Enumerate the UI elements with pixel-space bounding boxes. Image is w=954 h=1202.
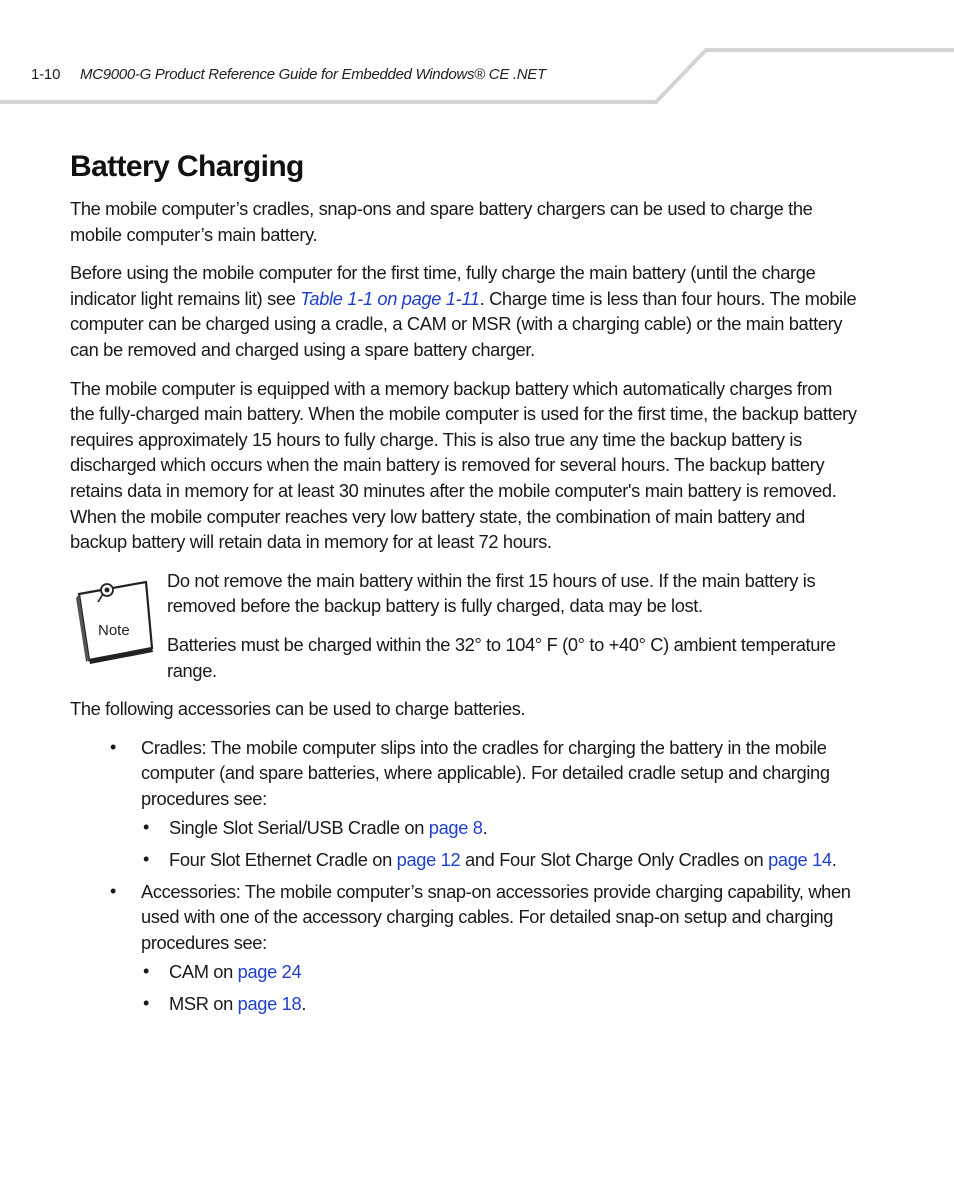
sub-bullet-label: and Four Slot Charge Only Cradles on <box>460 849 769 871</box>
sub-bullet-single-slot <box>70 815 860 841</box>
sub-bullet-text <box>169 847 860 873</box>
sub-bullet-list <box>141 959 860 1016</box>
sub-bullet-label: Four Slot Ethernet Cradle on <box>169 849 397 871</box>
page-link[interactable]: page 24 <box>237 961 302 983</box>
sub-bullet-text <box>169 815 860 841</box>
paragraph-backup-battery: The mobile computer is equipped with a memory backup battery which automatically charges from the fully-charged main battery. When the mobile computer is used for the first time, the backup battery requires approximately 15 hours to fully charge. This is also true any time the backup battery is discharged which occurs when the main battery is removed for several hours. The backup battery retains data in memory for at least 30 minutes after the mobile computer's main battery is removed. When the mobile computer reaches very low battery state, the combination of main battery and backup battery will retain data in memory for at least 72 hours. <box>70 377 857 553</box>
bullet-cradles <box>70 735 860 873</box>
running-header-title: MC9000-G Product Reference Guide for Embedded Windows® CE .NET <box>80 66 546 83</box>
sub-bullet-label: MSR on <box>169 993 238 1015</box>
accessories-intro: The following accessories can be used to charge batteries. <box>70 698 526 720</box>
bullet-text: • Cradles: The mobile computer slips into the cradles for charging the battery in the mobile computer (and spare batteries, where applicable). For detailed cradle setup and charging procedures see: <box>141 736 830 809</box>
sub-bullet-msr <box>70 991 860 1017</box>
note-icon-label: Note <box>98 621 130 639</box>
header-rule <box>0 0 954 110</box>
sub-bullet-text <box>169 959 860 985</box>
bullet-accessories <box>70 879 860 1017</box>
note-text: Do not remove the main battery within the first 15 hours of use. If the main battery is removed before the backup battery is fully charged, data may be lost. <box>167 569 816 617</box>
punctuation: . <box>831 849 837 871</box>
table-link[interactable]: Table 1-1 on page 1-11 <box>300 287 480 309</box>
sub-bullet-list <box>141 815 860 872</box>
paragraph-text: Before using the mobile computer for the first time, fully charge the main battery (until the charge indicator light remains lit) see <box>70 262 816 309</box>
paragraph-text: . Charge time is less than four hours. The mobile computer can be charged using a cradle, a CAM or MSR (with a charging cable) or the main battery can be removed and charged using a spare battery charger. <box>70 287 857 360</box>
bullet-list <box>70 735 860 1017</box>
sub-bullet-label: CAM on <box>169 961 238 983</box>
punctuation: . <box>301 993 307 1015</box>
paragraph-intro: The mobile computer’s cradles, snap-ons and spare battery chargers can be used to charge the mobile computer’s main battery. <box>70 198 813 245</box>
sub-bullet-label: Single Slot Serial/USB Cradle on <box>169 817 429 839</box>
sub-bullet-text <box>169 991 860 1017</box>
sub-bullet-cam <box>70 959 860 985</box>
page-number: 1-10 <box>31 66 61 83</box>
sub-bullet-four-slot <box>70 847 860 873</box>
page-link[interactable]: page 18 <box>237 993 302 1015</box>
page-link[interactable]: page 14 <box>768 849 832 871</box>
punctuation: . <box>482 817 488 839</box>
note-text: Batteries must be charged within the 32° to 104° F (0° to +40° C) ambient temperature range. <box>167 633 836 681</box>
page-link[interactable]: page 8 <box>428 817 483 839</box>
note-icon <box>76 574 156 666</box>
main-content <box>70 146 860 1023</box>
section-title: Battery Charging <box>70 150 304 183</box>
paragraph-first-use <box>70 260 860 362</box>
page-link[interactable]: page 12 <box>396 849 461 871</box>
bullet-text: • Accessories: The mobile computer’s snap-on accessories provide charging capability, when used with one of the accessory charging cables. For detailed snap-on setup and charging procedures see: <box>141 880 851 953</box>
note-block <box>70 568 860 683</box>
